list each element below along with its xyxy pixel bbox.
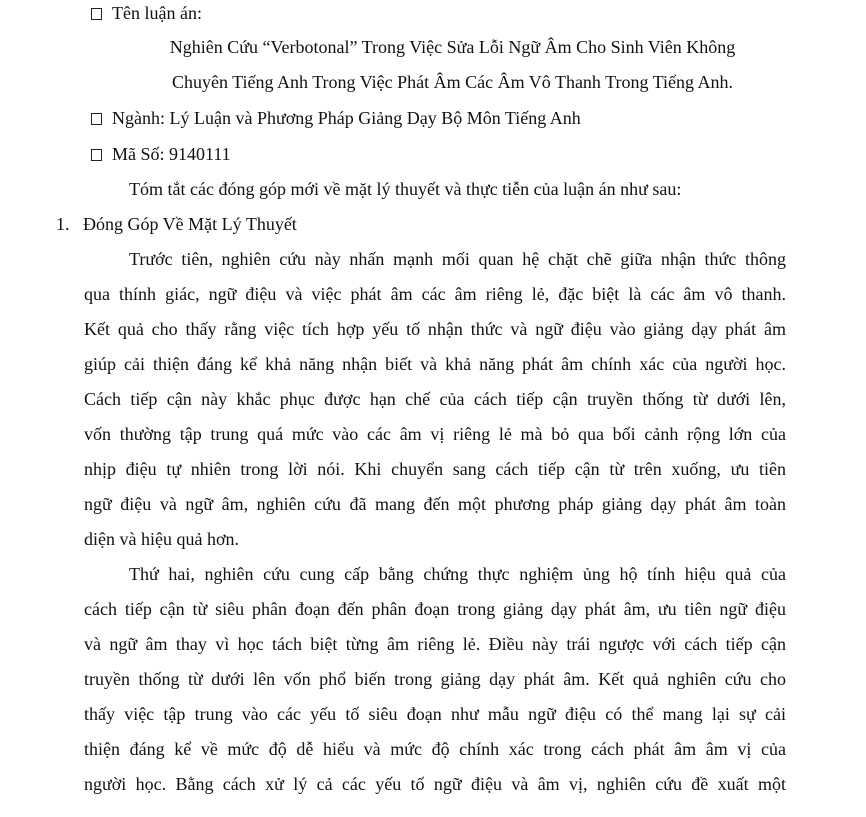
thesis-title-label-line (91, 2, 202, 24)
paragraph-line: ngữ điệu và ngữ âm, nghiên cứu đã mang đến một phương pháp giảng dạy phát âm toàn (84, 494, 786, 514)
paragraph-line: nhịp điệu tự nhiên trong lời nói. Khi chuyển sang cách tiếp cận từ trên xuống, ưu tiên (84, 459, 786, 479)
paragraph-line: thiện đáng kể về mức độ dễ hiểu và mức độ chính xác trong cách phát âm âm vị của (84, 739, 786, 759)
paragraph-2 (84, 563, 786, 808)
major-text: Ngành: Lý Luận và Phương Pháp Giảng Dạy Bộ Môn Tiếng Anh (112, 108, 581, 128)
thesis-title-label: Tên luận án: (112, 3, 202, 23)
code-line (91, 143, 231, 165)
paragraph-line: diện và hiệu quả hơn. (84, 529, 239, 549)
section-title: Đóng Góp Về Mặt Lý Thuyết (83, 214, 297, 234)
paragraph-line: truyền thống từ dưới lên vốn phổ biến trong giảng dạy phát âm. Kết quả nghiên cứu cho (84, 669, 786, 689)
section-heading (56, 213, 297, 235)
summary-intro: Tóm tắt các đóng góp mới về mặt lý thuyết và thực tiễn của luận án như sau: (129, 179, 682, 199)
paragraph-1 (84, 248, 786, 563)
paragraph-line: và ngữ âm thay vì học tách biệt từng âm riêng lẻ. Điều này trái ngược với cách tiếp cận (84, 634, 786, 654)
checkbox-bullet-icon (91, 8, 102, 20)
code-text: Mã Số: 9140111 (112, 144, 231, 164)
paragraph-line: cách tiếp cận từ siêu phân đoạn đến phân đoạn trong giảng dạy phát âm, ưu tiên ngữ điệu (84, 599, 786, 619)
major-line (91, 107, 581, 129)
paragraph-line: vốn thường tập trung quá mức vào các âm vị riêng lẻ mà bỏ qua bối cảnh rộng lớn của (84, 424, 786, 444)
paragraph-line: qua thính giác, ngữ điệu và việc phát âm các âm riêng lẻ, đặc biệt là các âm vô thanh. (84, 284, 786, 304)
checkbox-bullet-icon (91, 113, 102, 125)
paragraph-line: người học. Bằng cách xử lý cả các yếu tố ngữ điệu và âm vị, nghiên cứu đề xuất một (84, 774, 786, 794)
checkbox-bullet-icon (91, 149, 102, 161)
paragraph-line: Trước tiên, nghiên cứu này nhấn mạnh mối quan hệ chặt chẽ giữa nhận thức thông (129, 249, 786, 269)
section-number: 1. (56, 214, 70, 234)
paragraph-line: Kết quả cho thấy rằng việc tích hợp yếu tố nhận thức và ngữ điệu vào giảng dạy phát âm (84, 319, 786, 339)
thesis-title-line-2: Chuyên Tiếng Anh Trong Việc Phát Âm Các Âm Vô Thanh Trong Tiếng Anh. (171, 72, 733, 92)
paragraph-line: thấy việc tập trung vào các yếu tố siêu đoạn như mẫu ngữ điệu có thể mang lại sự cải (84, 704, 786, 724)
paragraph-line: Thứ hai, nghiên cứu cung cấp bằng chứng thực nghiệm ủng hộ tính hiệu quả của (129, 564, 786, 584)
paragraph-line: Cách tiếp cận này khắc phục được hạn chế của cách tiếp cận truyền thống từ dưới lên, (84, 389, 786, 409)
thesis-title-line-1: Nghiên Cứu “Verbotonal” Trong Việc Sửa Lỗi Ngữ Âm Cho Sinh Viên Không (169, 37, 736, 57)
paragraph-line: giúp cải thiện đáng kể khả năng nhận biết và khả năng phát âm chính xác của người học. (84, 354, 786, 374)
